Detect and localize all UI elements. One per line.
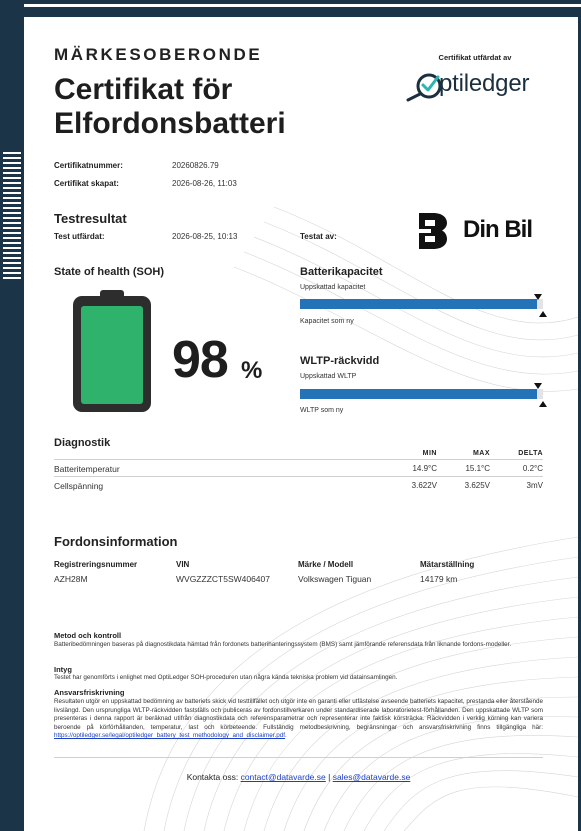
row-min: 3.622V bbox=[411, 481, 437, 490]
soh-unit: % bbox=[241, 357, 263, 384]
battery-soh-fill bbox=[81, 306, 143, 404]
battery-capacity-heading: Batterikapacitet bbox=[300, 266, 383, 278]
col-header-delta: DELTA bbox=[518, 450, 543, 457]
disclaimer-end: . bbox=[285, 732, 287, 740]
disclaimer-body: Resultaten utgör en uppskattad bedömning av batteriets skick vid testtillfället och utgör inte en garanti eller utfästelse avseende batteriets kapacitet, prestanda eller återstående livslängd. Den ursprungliga WLTP-räckvidden fastställs och publiceras av fordonstillverkaren under standardiserade laboratorietest-förhållanden. Den uppskattade WLTP som presenteras i denna rapport är beräknad utifrån diagnostikdata och referensparametrar och representerar inte faktisk körsträcka. Räckvidden i verklig körning kan variera beroende på körförhållanden, temperatur, last och körbeteende. Fullständig metodbeskrivning, begränsningar och ansvarsfriskrivning finns tillgängliga här: bbox=[54, 698, 543, 731]
wltp-new-marker-icon bbox=[539, 401, 547, 407]
contact-label: Kontakta oss: bbox=[186, 772, 241, 782]
battery-icon bbox=[73, 290, 151, 412]
odometer-value: 14179 km bbox=[420, 574, 458, 584]
optiledger-logo-text: ptiledger bbox=[439, 70, 530, 97]
col-header-min: MIN bbox=[422, 450, 437, 457]
capacity-estimate-marker-icon bbox=[534, 294, 542, 300]
footer-divider bbox=[54, 757, 543, 758]
vin-value: WVGZZZCT5SW406407 bbox=[176, 574, 270, 584]
certificate-created-label: Certifikat skapat: bbox=[54, 179, 119, 188]
capacity-bar-fill bbox=[300, 299, 537, 309]
vehicle-info-heading: Fordonsinformation bbox=[54, 534, 178, 549]
issued-by-label: Certifikat utfärdat av bbox=[438, 53, 512, 62]
contact-line bbox=[54, 772, 543, 782]
row-label: Cellspänning bbox=[54, 481, 104, 491]
row-max: 15.1°C bbox=[465, 464, 490, 473]
capacity-new-marker-icon bbox=[539, 311, 547, 317]
registration-value: AZH28M bbox=[54, 574, 88, 584]
capacity-new-label: Kapacitet som ny bbox=[300, 318, 354, 325]
vin-label: VIN bbox=[176, 560, 190, 569]
wltp-new-label: WLTP som ny bbox=[300, 407, 344, 414]
soh-value: 98 bbox=[172, 331, 228, 389]
side-stripe-pattern bbox=[3, 152, 21, 280]
method-text: Batteribedömningen baseras på diagnostikdata hämtad från fordonets batterihanteringssystem (BMS) samt jämförande referensdata från liknande fordons-modeller. bbox=[54, 641, 512, 648]
disclaimer-link[interactable]: https://optiledger.se/legal/optiledger_battery_test_methodology_and_disclaimer.pdf bbox=[54, 732, 286, 740]
intyg-heading: Intyg bbox=[54, 665, 72, 674]
diagnostics-heading: Diagnostik bbox=[54, 437, 111, 449]
intyg-text: Testet har genomförts i enlighet med OptiLedger SOH-proceduren utan några kända tekniska problem vid datainsamlingen. bbox=[54, 674, 398, 681]
certificate-number-value: 20260826.79 bbox=[172, 161, 219, 170]
table-divider bbox=[54, 459, 543, 460]
din-bil-mark-icon bbox=[417, 212, 449, 250]
contact-separator: | bbox=[325, 772, 333, 782]
col-header-max: MAX bbox=[472, 450, 490, 457]
page-title: Certifikat för Elfordonsbatteri bbox=[54, 73, 286, 140]
capacity-bar bbox=[300, 299, 543, 309]
certificate-created-value: 2026-08-26, 11:03 bbox=[172, 179, 237, 188]
row-label: Batteritemperatur bbox=[54, 464, 120, 474]
row-delta: 3mV bbox=[526, 481, 543, 490]
estimated-wltp-label: Uppskattad WLTP bbox=[300, 373, 357, 380]
make-model-value: Volkswagen Tiguan bbox=[298, 574, 372, 584]
method-heading: Metod och kontroll bbox=[54, 631, 122, 640]
left-frame-bar bbox=[0, 17, 24, 831]
test-issued-label: Test utfärdat: bbox=[54, 232, 105, 241]
row-min: 14.9°C bbox=[412, 464, 437, 473]
row-delta: 0.2°C bbox=[522, 464, 543, 473]
optiledger-logo bbox=[405, 68, 545, 104]
din-bil-logo bbox=[417, 212, 547, 250]
wltp-estimate-marker-icon bbox=[534, 383, 542, 389]
test-issued-value: 2026-08-25, 10:13 bbox=[172, 232, 238, 241]
row-max: 3.625V bbox=[464, 481, 490, 490]
din-bil-logo-text: Din Bil bbox=[463, 216, 532, 243]
table-divider bbox=[54, 476, 543, 477]
soh-heading: State of health (SOH) bbox=[54, 266, 165, 278]
disclaimer-heading: Ansvarsfriskrivning bbox=[54, 688, 125, 697]
brand-independent-label: MÄRKESOBERONDE bbox=[54, 45, 263, 64]
tested-by-label: Testat av: bbox=[300, 232, 337, 241]
estimated-capacity-label: Uppskattad kapacitet bbox=[300, 284, 366, 291]
odometer-label: Mätarställning bbox=[420, 560, 475, 569]
contact-email-link[interactable]: contact@datavarde.se bbox=[240, 772, 326, 782]
top-frame-bar bbox=[0, 0, 581, 17]
registration-label: Registreringsnummer bbox=[54, 560, 138, 569]
wltp-bar bbox=[300, 389, 543, 399]
make-model-label: Märke / Modell bbox=[298, 560, 354, 569]
wltp-range-heading: WLTP-räckvidd bbox=[300, 355, 380, 367]
disclaimer-text bbox=[54, 698, 543, 741]
wltp-bar-fill bbox=[300, 389, 537, 399]
sales-email-link[interactable]: sales@datavarde.se bbox=[332, 772, 411, 782]
certificate-number-label: Certifikatnummer: bbox=[54, 161, 123, 170]
test-results-heading: Testresultat bbox=[54, 211, 127, 226]
